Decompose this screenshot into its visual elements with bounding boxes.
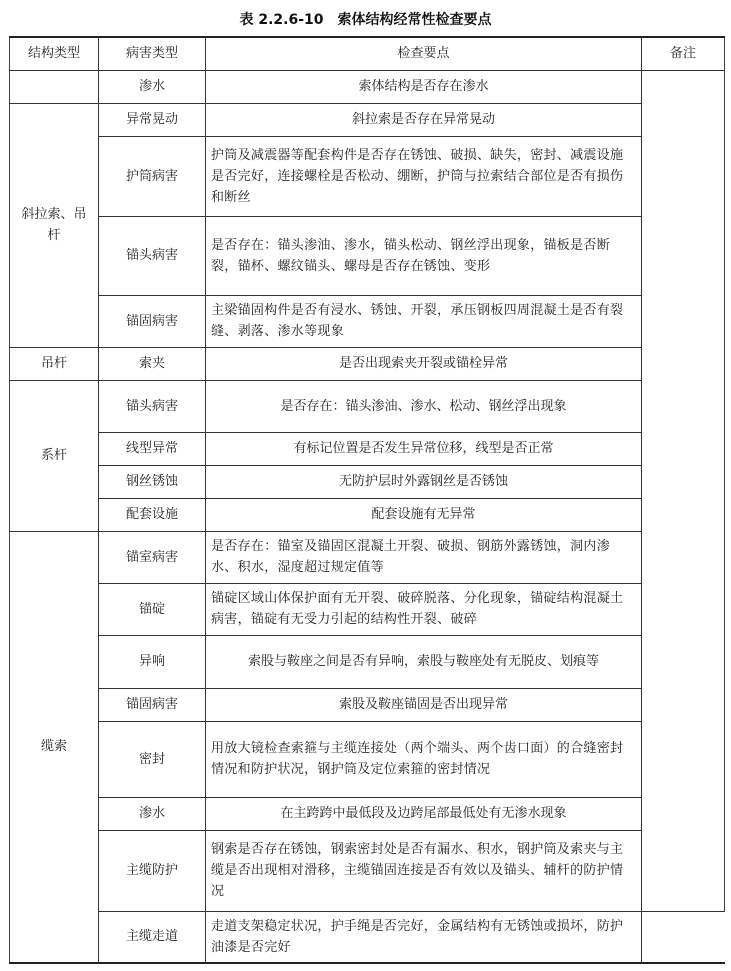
table-row [10, 721, 725, 797]
disease-type-cell: 主缆防护 [99, 830, 206, 911]
table-caption: 索体结构经常性检查要点 [337, 12, 492, 28]
disease-type-cell: 索夹 [99, 347, 206, 380]
table-row [10, 830, 725, 911]
disease-type-cell: 锚碇 [99, 583, 206, 635]
header-disease: 病害类型 [99, 37, 206, 70]
table-number: 表 2.2.6-10 [239, 12, 324, 28]
disease-type-cell: 主缆走道 [99, 911, 206, 963]
disease-type-cell: 锚头病害 [99, 380, 206, 432]
inspection-points-cell: 配套设施有无异常 [206, 498, 642, 531]
disease-type-cell: 配套设施 [99, 498, 206, 531]
inspection-points-cell: 是否存在：锚头渗油、渗水，锚头松动、钢丝浮出现象，锚板是否断裂，锚杯、螺纹锚头、螺母是否存在锈蚀、变形 [206, 216, 642, 295]
table-row [10, 103, 725, 136]
structure-type-cell [10, 70, 99, 103]
inspection-table [9, 36, 725, 964]
inspection-points-cell: 索股及鞍座锚固是否出现异常 [206, 688, 642, 721]
inspection-points-cell: 是否出现索夹开裂或锚栓异常 [206, 347, 642, 380]
inspection-points-cell: 斜拉索是否存在异常晃动 [206, 103, 642, 136]
disease-type-cell: 锚固病害 [99, 688, 206, 721]
structure-type-cell: 缆索 [10, 531, 99, 963]
structure-type-cell: 吊杆 [10, 347, 99, 380]
inspection-points-cell: 在主跨跨中最低段及边跨尾部最低处有无渗水现象 [206, 797, 642, 830]
header-row [10, 37, 725, 70]
disease-type-cell: 渗水 [99, 797, 206, 830]
inspection-points-cell: 用放大镜检查索箍与主缆连接处（两个端头、两个齿口面）的合缝密封情况和防护状况，钢护筒及定位索箍的密封情况 [206, 721, 642, 797]
inspection-points-cell: 钢索是否存在锈蚀，钢索密封处是否有漏水、积水，钢护筒及索夹与主缆是否出现相对滑移，主缆锚固连接是否有效以及锚头、辅杆的防护情况 [206, 830, 642, 911]
disease-type-cell: 锚固病害 [99, 295, 206, 347]
disease-type-cell: 渗水 [99, 70, 206, 103]
inspection-points-cell: 走道支架稳定状况，护手绳是否完好，金属结构有无锈蚀或损坏，防护油漆是否完好 [206, 911, 642, 963]
disease-type-cell: 护筒病害 [99, 136, 206, 216]
table-row [10, 531, 725, 583]
table-row [10, 295, 725, 347]
table-row [10, 688, 725, 721]
header-structure: 结构类型 [10, 37, 99, 70]
inspection-points-cell: 是否存在：锚头渗油、渗水、松动、钢丝浮出现象 [206, 380, 642, 432]
table-row [10, 216, 725, 295]
table-title [0, 9, 731, 29]
inspection-points-cell: 索体结构是否存在渗水 [206, 70, 642, 103]
table-row [10, 136, 725, 216]
remark-cell [642, 70, 725, 911]
table-row [10, 465, 725, 498]
table-row [10, 432, 725, 465]
structure-type-cell: 系杆 [10, 380, 99, 531]
inspection-points-cell: 锚碇区域山体保护面有无开裂、破碎脱落、分化现象，锚碇结构混凝土病害，锚碇有无受力引起的结构性开裂、破碎 [206, 583, 642, 635]
table-row [10, 347, 725, 380]
inspection-points-cell: 护筒及减震器等配套构件是否存在锈蚀、破损、缺失，密封、减震设施是否完好，连接螺栓是否松动、绷断，护筒与拉索结合部位是否有损伤和断丝 [206, 136, 642, 216]
disease-type-cell: 密封 [99, 721, 206, 797]
table-row [10, 583, 725, 635]
disease-type-cell: 异响 [99, 635, 206, 688]
table-row [10, 380, 725, 432]
disease-type-cell: 锚头病害 [99, 216, 206, 295]
disease-type-cell: 异常晃动 [99, 103, 206, 136]
table-row [10, 70, 725, 103]
disease-type-cell: 锚室病害 [99, 531, 206, 583]
inspection-points-cell: 是否存在：锚室及锚固区混凝土开裂、破损、钢筋外露锈蚀，洞内渗水、积水，湿度超过规定值等 [206, 531, 642, 583]
disease-type-cell: 钢丝锈蚀 [99, 465, 206, 498]
table-row [10, 911, 725, 963]
header-points: 检查要点 [206, 37, 642, 70]
inspection-points-cell: 主梁锚固构件是否有浸水、锈蚀、开裂，承压钢板四周混凝土是否有裂缝、剥落、渗水等现象 [206, 295, 642, 347]
table-row [10, 498, 725, 531]
table-row [10, 797, 725, 830]
table-row [10, 635, 725, 688]
disease-type-cell: 线型异常 [99, 432, 206, 465]
inspection-points-cell: 无防护层时外露钢丝是否锈蚀 [206, 465, 642, 498]
inspection-points-cell: 索股与鞍座之间是否有异响，索股与鞍座处有无脱皮、划痕等 [206, 635, 642, 688]
inspection-points-cell: 有标记位置是否发生异常位移，线型是否正常 [206, 432, 642, 465]
structure-type-cell: 斜拉索、吊杆 [10, 103, 99, 347]
header-remark: 备注 [642, 37, 725, 70]
